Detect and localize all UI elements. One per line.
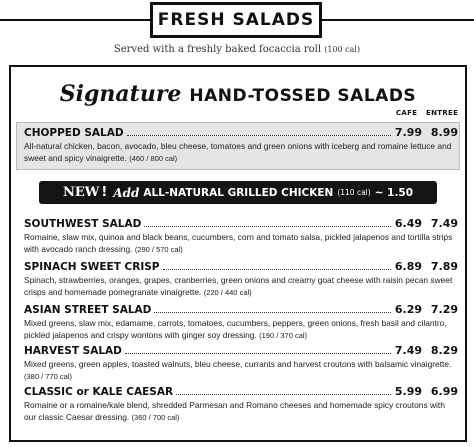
addon-exclamation: ! — [101, 185, 108, 200]
price-cafe: 6.89 — [394, 260, 422, 273]
menu-item-spinach-sweet-crisp — [24, 260, 458, 299]
item-description-text: Romaine, slaw mix, quinoa and black beans, cucumbers, corn and tomato salsa, pickled jalapenos and tortilla strips with avocado ranch dressing. — [24, 232, 453, 254]
column-header-cafe: CAFE — [396, 109, 418, 117]
addon-text: ALL-NATURAL GRILLED CHICKEN — [143, 186, 334, 199]
item-description — [24, 231, 458, 256]
item-calories: (380 / 770 cal) — [24, 372, 72, 381]
signature-script: Signature — [59, 81, 182, 107]
item-heading-line — [24, 303, 458, 316]
column-header-entree: ENTREE — [426, 109, 459, 117]
item-name: ASIAN STREET SALAD — [24, 304, 152, 316]
menu-item-asian-street-salad — [24, 303, 458, 342]
item-calories: (190 / 370 cal) — [259, 331, 308, 340]
signature-heading — [11, 81, 465, 107]
item-heading-line — [24, 217, 458, 230]
item-description-text: Mixed greens, green apples, toasted walnuts, bleu cheese, currants and harvest croutons with balsamic vinaigrette. — [24, 359, 452, 369]
item-calories: (290 / 570 cal) — [134, 245, 183, 254]
menu-item-harvest-salad — [24, 344, 458, 383]
addon-calories: (110 cal) — [337, 188, 371, 197]
item-name: SOUTHWEST SALAD — [24, 218, 142, 230]
menu-item-chopped-salad — [24, 126, 458, 165]
price-entree: 7.29 — [430, 303, 458, 316]
addon-banner — [39, 181, 437, 204]
served-calories: (100 cal) — [324, 45, 361, 54]
section-title: FRESH SALADS — [157, 10, 315, 30]
item-heading-line — [24, 385, 458, 398]
menu-item-southwest-salad — [24, 217, 458, 256]
price-cafe: 5.99 — [394, 385, 422, 398]
dot-leader — [154, 312, 391, 313]
addon-add-label: Add — [113, 185, 140, 200]
served-text: Served with a freshly baked focaccia roll — [113, 44, 322, 55]
item-calories: (220 / 440 cal) — [203, 288, 252, 297]
price-cafe: 6.29 — [394, 303, 422, 316]
item-description-text: Spinach, strawberries, oranges, grapes, cranberries, green onions and creamy goat cheese with raisin pecan sweet crisps and homemade pomegranate vinaigrette. — [24, 275, 453, 297]
price-cafe: 7.99 — [394, 126, 422, 139]
item-heading-line — [24, 260, 458, 273]
item-heading-line — [24, 126, 458, 139]
dot-leader — [144, 226, 391, 227]
item-description-text: Romaine or a romaine/kale blend, shredded Parmesan and Romano cheeses and homemade spicy croutons with our classic Caesar dressing. — [24, 400, 445, 422]
item-name: CLASSIC or KALE CAESAR — [24, 386, 174, 398]
item-calories: (460 / 800 cal) — [129, 154, 178, 163]
item-description — [24, 274, 458, 299]
item-description — [24, 317, 458, 342]
item-description — [24, 399, 458, 424]
price-entree: 7.89 — [430, 260, 458, 273]
item-description-text: Mixed greens, slaw mix, edamame, carrots, tomatoes, cucumbers, peppers, green onions, fresh basil and cilantro, pickled jalapenos and crispy wontons with ginger soy dressing. — [24, 318, 447, 340]
item-name: SPINACH SWEET CRISP — [24, 261, 160, 273]
item-name: HARVEST SALAD — [24, 345, 122, 357]
dot-leader — [127, 135, 391, 136]
item-description-text: All-natural chicken, bacon, avocado, bleu cheese, tomatoes and green onions with iceberg and romaine lettuce and sweet and spicy vinaigrette. — [24, 141, 452, 163]
served-note — [0, 44, 474, 55]
item-description — [24, 140, 458, 165]
addon-price: ~ 1.50 — [374, 186, 414, 199]
item-heading-line — [24, 344, 458, 357]
dot-leader — [176, 394, 391, 395]
header-box — [150, 2, 322, 38]
price-cafe: 7.49 — [394, 344, 422, 357]
signature-title: HAND-TOSSED SALADS — [189, 86, 417, 106]
item-calories: (360 / 700 cal) — [131, 413, 180, 422]
price-entree: 8.29 — [430, 344, 458, 357]
price-cafe: 6.49 — [394, 217, 422, 230]
menu-item-classic-or-kale-caesar — [24, 385, 458, 424]
item-description — [24, 358, 458, 383]
addon-new-label: NEW — [62, 185, 100, 200]
price-entree: 6.99 — [430, 385, 458, 398]
menu-panel — [9, 65, 467, 442]
section-header — [0, 0, 474, 40]
item-name: CHOPPED SALAD — [24, 127, 124, 139]
dot-leader — [163, 269, 392, 270]
dot-leader — [125, 353, 391, 354]
price-entree: 8.99 — [430, 126, 458, 139]
price-entree: 7.49 — [430, 217, 458, 230]
